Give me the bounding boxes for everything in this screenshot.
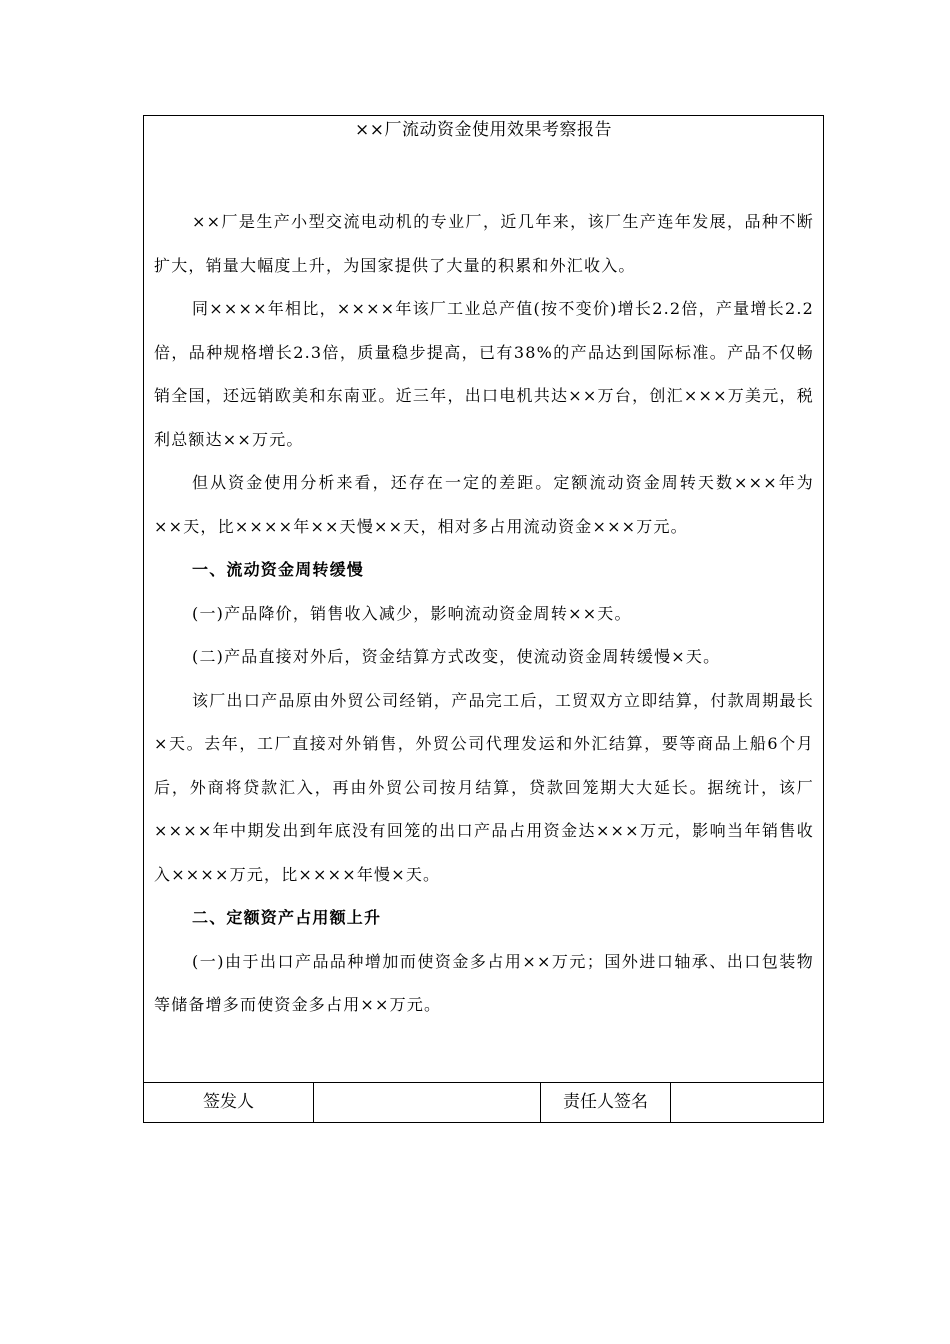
report-content <box>144 116 823 1083</box>
report-body <box>154 200 814 1027</box>
paragraph-item-2-1: (一)由于出口产品品种增加而使资金多占用××万元；国外进口轴承、出口包装物等储备增多而使资金多占用××万元。 <box>154 951 814 1014</box>
paragraph-item-1-2: (二)产品直接对外后，资金结算方式改变，使流动资金周转缓慢×天。 <box>192 647 721 666</box>
section-heading-1: 一、流动资金周转缓慢 <box>192 560 365 579</box>
paragraph-detail: 该厂出口产品原由外贸公司经销，产品完工后，工贸双方立即结算，付款周期最长×天。去年，工厂直接对外销售，外贸公司代理发运和外汇结算，要等商品上船6个月后，外商将贷款汇入，再由外贸公司按月结算，贷款回笼期大大延长。据统计，该厂××××年中期发出到年底没有回笼的出口产品占用资金达×××万元，影响当年销售收入××××万元，比××××年慢×天。 <box>154 690 814 884</box>
responsible-signature-label: 责任人签名 <box>541 1083 671 1123</box>
paragraph-intro: ××厂是生产小型交流电动机的专业厂，近几年来，该厂生产连年发展，品种不断扩大，销量大幅度上升，为国家提供了大量的积累和外汇收入。 <box>154 212 814 275</box>
responsible-signature-field[interactable] <box>671 1083 823 1123</box>
paragraph-growth: 同××××年相比，××××年该厂工业总产值(按不变价)增长2.2倍，产量增长2.2倍，品种规格增长2.3倍，质量稳步提高，已有38%的产品达到国际标准。产品不仅畅销全国，还远销欧美和东南亚。近三年，出口电机共达××万台，创汇×××万美元，税利总额达××万元。 <box>154 299 814 449</box>
paragraph-item-1-1: (一)产品降价，销售收入减少，影响流动资金周转××天。 <box>192 603 632 623</box>
signature-row <box>144 1082 823 1123</box>
paragraph-gap: 但从资金使用分析来看，还存在一定的差距。定额流动资金周转天数×××年为××天，比××××年××天慢××天，相对多占用流动资金×××万元。 <box>154 473 814 536</box>
report-frame <box>143 115 824 1123</box>
issuer-field[interactable] <box>314 1083 541 1123</box>
issuer-label: 签发人 <box>144 1083 314 1123</box>
section-heading-2: 二、定额资产占用额上升 <box>192 908 382 927</box>
report-title: ××厂流动资金使用效果考察报告 <box>355 120 612 140</box>
